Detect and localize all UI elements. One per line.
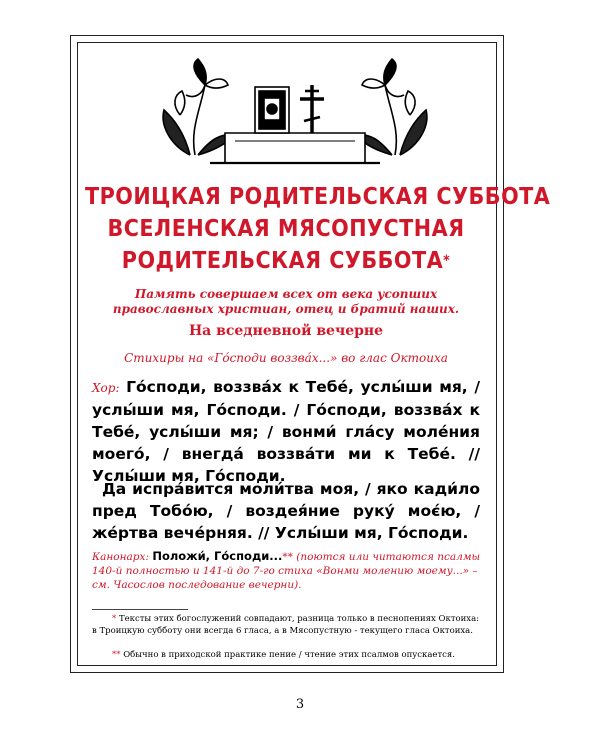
- footnote-1-mark: *: [112, 614, 117, 624]
- footnote-separator: [92, 609, 188, 610]
- footnote-2-mark: **: [112, 650, 121, 660]
- verse-1: [92, 376, 480, 487]
- verse-1-text: Го́споди, воззва́х к Тебе́, услы́ши мя, / услы́ши мя, Го́споди. / Го́споди, воззва́х к Тебе́, услы́ши мя; / вонми́ гла́су моле́ния моего́, / внегда́ воззва́ти ми к Тебе́. // Услы́ши мя, Го́споди.: [92, 378, 480, 485]
- footnote-2-text: Обычно в приходской практике пение / чтение этих псалмов опускается.: [123, 650, 455, 660]
- footnote-2: [92, 650, 482, 662]
- stichera-heading: Стихиры на «Го́споди воззва́х...» во глас Октоиха: [124, 351, 448, 365]
- title-line-3: [85, 247, 487, 275]
- choir-label: Хор:: [92, 381, 120, 395]
- kanonarch-label: Канонарх:: [92, 551, 149, 563]
- memorial-text: [85, 287, 487, 317]
- title-line-3-text: РОДИТЕЛЬСКАЯ СУББОТА: [121, 248, 444, 274]
- kanonarch-instruction: [92, 549, 484, 592]
- title-line-2: ВСЕЛЕНСКАЯ МЯСОПУСТНАЯ: [107, 216, 465, 242]
- footnote-1: [92, 614, 482, 637]
- lilies-gospel-cross-illustration: [150, 55, 440, 167]
- verse-2: Да испра́вится моли́тва моя, / яко кади́ло пред Тобо́ю, / воздея́ние руку́ моє́ю, / же́ртва вече́рняя. // Услы́ши мя, Го́споди.: [92, 480, 480, 542]
- kanonarch-footnote-mark: **: [282, 551, 293, 563]
- title-footnote-mark: *: [443, 253, 451, 269]
- page-number: 3: [295, 697, 305, 712]
- vespers-heading: На вседневной вечерне: [188, 323, 384, 339]
- title-line-1: ТРОИЦКАЯ РОДИТЕЛЬСКАЯ СУББОТА: [85, 184, 551, 210]
- memorial-line-2: православных христиан, отец и братий наших.: [112, 302, 460, 316]
- memorial-line-1: Память совершаем всех от века усопших: [134, 287, 438, 301]
- footnote-1-text: Тексты этих богослужений совпадают, разница только в песнопениях Октоиха: в Троицкую субботу они всегда 6 гласа, а в Мясопустную - текущего гласа Октоиха.: [92, 614, 480, 636]
- kanonarch-command: Положи́, Го́споди...: [152, 549, 283, 563]
- kanonarch-note: (поются или читаются псалмы 140-й полностью и 141-й до 7-го стиха «Вонми молению моему...» – см. Часослов последование вечерни).: [92, 551, 481, 591]
